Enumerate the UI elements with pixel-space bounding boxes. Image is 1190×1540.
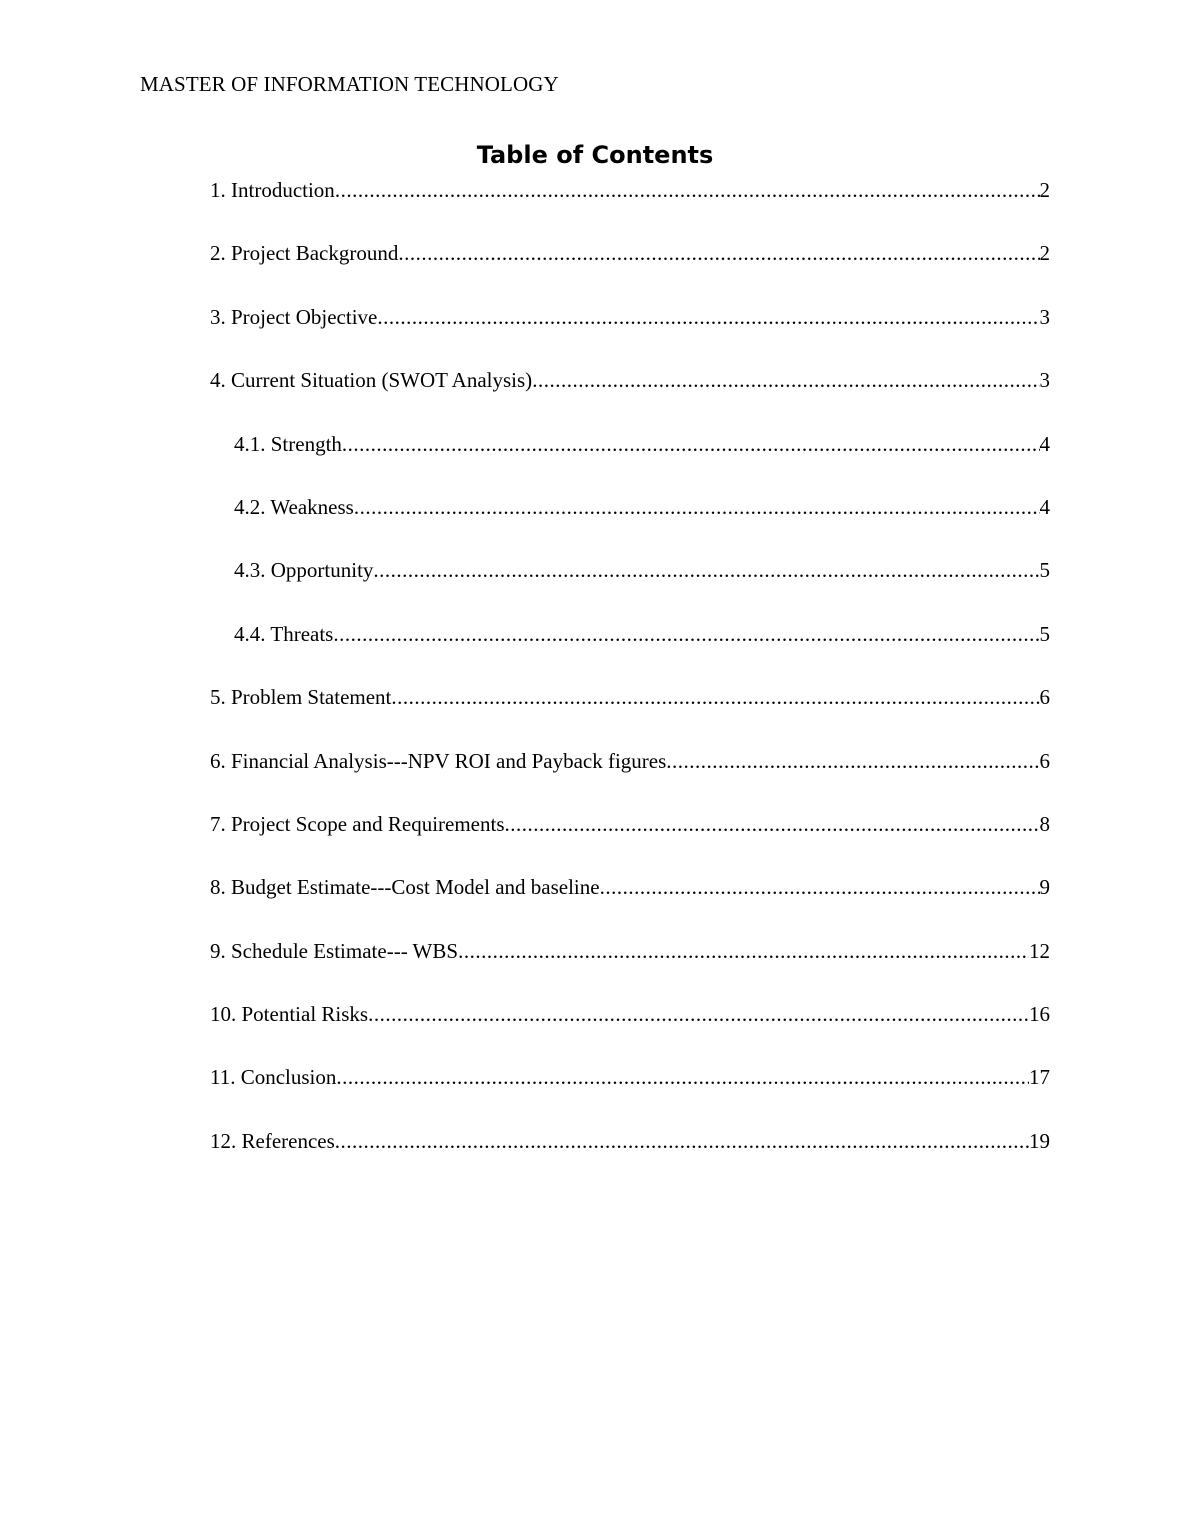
toc-entry-label: 4. Current Situation (SWOT Analysis) [210, 368, 533, 393]
toc-entry-references[interactable] [210, 1126, 1050, 1189]
table-of-contents [210, 175, 1050, 1189]
toc-entry-label: 4.3. Opportunity [234, 558, 374, 583]
toc-dot-leader [666, 746, 1039, 776]
toc-page-number: 16 [1029, 1002, 1050, 1027]
toc-page-number: 17 [1029, 1065, 1050, 1090]
toc-page-number: 5 [1039, 558, 1050, 583]
toc-entry-budget-estimate[interactable] [210, 872, 1050, 935]
toc-page-number: 6 [1039, 748, 1050, 773]
toc-entry-label: 11. Conclusion [210, 1065, 337, 1090]
toc-entry-problem-statement[interactable] [210, 682, 1050, 745]
toc-page-number: 4 [1039, 431, 1050, 456]
toc-entry-project-background[interactable] [210, 238, 1050, 301]
toc-dot-leader [335, 1126, 1029, 1156]
toc-dot-leader [505, 809, 1040, 839]
toc-entry-potential-risks[interactable] [210, 999, 1050, 1062]
toc-entry-label: 5. Problem Statement [210, 685, 392, 710]
toc-entry-label: 12. References [210, 1128, 335, 1153]
toc-entry-schedule-estimate[interactable] [210, 936, 1050, 999]
toc-entry-label: 4.4. Threats [234, 621, 334, 646]
toc-page-number: 3 [1039, 304, 1050, 329]
toc-entry-current-situation[interactable] [210, 365, 1050, 428]
toc-page-number: 5 [1039, 621, 1050, 646]
toc-dot-leader [458, 936, 1029, 966]
toc-title: Table of Contents [476, 141, 714, 169]
toc-entry-conclusion[interactable] [210, 1062, 1050, 1125]
toc-dot-leader [354, 492, 1040, 522]
toc-dot-leader [333, 619, 1039, 649]
toc-page-number: 2 [1039, 241, 1050, 266]
toc-entry-threats[interactable] [210, 619, 1050, 682]
toc-dot-leader [398, 238, 1039, 268]
toc-page-number: 4 [1039, 494, 1050, 519]
toc-entry-label: 4.1. Strength [234, 431, 342, 456]
toc-dot-leader [377, 302, 1039, 332]
toc-entry-label: 2. Project Background [210, 241, 399, 266]
toc-dot-leader [600, 872, 1040, 902]
toc-entry-weakness[interactable] [210, 492, 1050, 555]
toc-page-number: 12 [1029, 938, 1050, 963]
toc-entry-project-scope[interactable] [210, 809, 1050, 872]
toc-entry-opportunity[interactable] [210, 555, 1050, 618]
toc-entry-strength[interactable] [210, 429, 1050, 492]
toc-entry-project-objective[interactable] [210, 302, 1050, 365]
toc-entry-financial-analysis[interactable] [210, 746, 1050, 809]
toc-entry-label: 4.2. Weakness [234, 494, 354, 519]
toc-entry-label: 9. Schedule Estimate--- WBS [210, 938, 459, 963]
toc-page-number: 6 [1039, 685, 1050, 710]
toc-entry-label: 6. Financial Analysis---NPV ROI and Payback figures [210, 748, 667, 773]
toc-dot-leader [342, 429, 1040, 459]
toc-entry-introduction[interactable] [210, 175, 1050, 238]
toc-entry-label: 7. Project Scope and Requirements [210, 811, 505, 836]
toc-dot-leader [335, 175, 1040, 205]
toc-dot-leader [373, 555, 1039, 585]
toc-entry-label: 3. Project Objective [210, 304, 378, 329]
toc-entry-label: 8. Budget Estimate---Cost Model and baseline [210, 875, 600, 900]
toc-entry-label: 10. Potential Risks [210, 1002, 369, 1027]
toc-dot-leader [368, 999, 1029, 1029]
toc-entry-label: 1. Introduction [210, 178, 335, 202]
toc-page-number: 3 [1039, 368, 1050, 393]
running-head: MASTER OF INFORMATION TECHNOLOGY [140, 72, 559, 96]
toc-dot-leader [532, 365, 1039, 395]
toc-dot-leader [336, 1062, 1029, 1092]
toc-page-number: 8 [1039, 811, 1050, 836]
toc-page-number: 19 [1029, 1128, 1050, 1153]
toc-page-number: 9 [1039, 875, 1050, 900]
toc-dot-leader [391, 682, 1039, 712]
toc-page-number: 2 [1039, 178, 1050, 202]
